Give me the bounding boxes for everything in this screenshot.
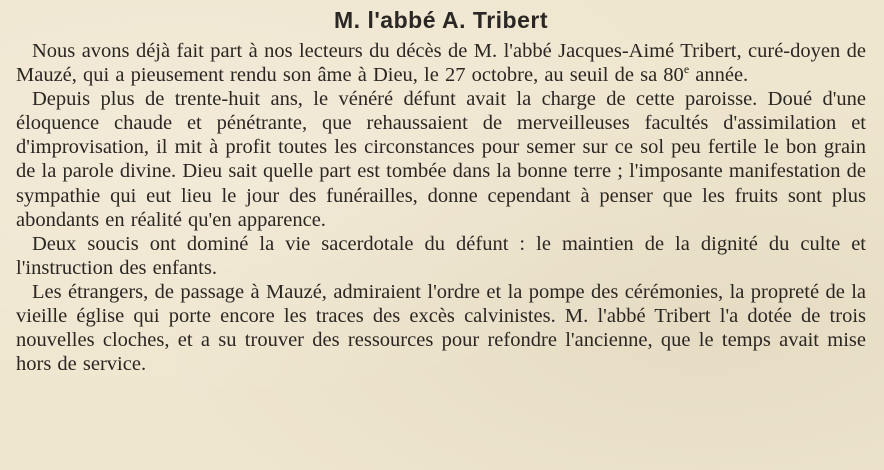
ordinal-suffix: e [683,62,690,77]
article-body [16,39,866,376]
paragraph-2: Depuis plus de trente-huit ans, le vénéré défunt avait la charge de cette paroisse. Doué d'une éloquence chaude et pénétrante, que rehaussaient de merveilleuses facultés d'assimilation et d'improvisation, il mit à profit toutes les circonstances pour semer sur ce sol peu fertile le bon grain de la parole divine. Dieu sait quelle part est tombée dans la bonne terre ; l'imposante manifestation de sympathie qui eut lieu le jour des funérailles, donne cependant à penser que les fruits sont plus abondants en réalité qu'en apparence. [16,88,866,231]
paragraph-1-text: Nous avons déjà fait part à nos lecteurs du décès de M. l'abbé Jacques-Aimé Tribert, curé-doyen de Mauzé, qui a pieusement rendu son âme à Dieu, le 27 octobre, au seuil de sa 80 [16,40,866,87]
paragraph-3: Deux soucis ont dominé la vie sacerdotale du défunt : le maintien de la dignité du culte et l'instruction des enfants. [16,232,866,279]
paragraph-4: Les étrangers, de passage à Mauzé, admiraient l'ordre et la pompe des cérémonies, la propreté de la vieille église qui porte encore les traces des excès calvinistes. M. l'abbé Tribert l'a dotée de trois nouvelles cloches, et a su trouver des ressources pour refondre l'ancienne, que le temps avait mise hors de service. [16,280,866,376]
paragraph-1-end: année. [689,64,749,87]
article-title: M. l'abbé A. Tribert [334,7,548,33]
paragraph-1 [16,39,866,87]
